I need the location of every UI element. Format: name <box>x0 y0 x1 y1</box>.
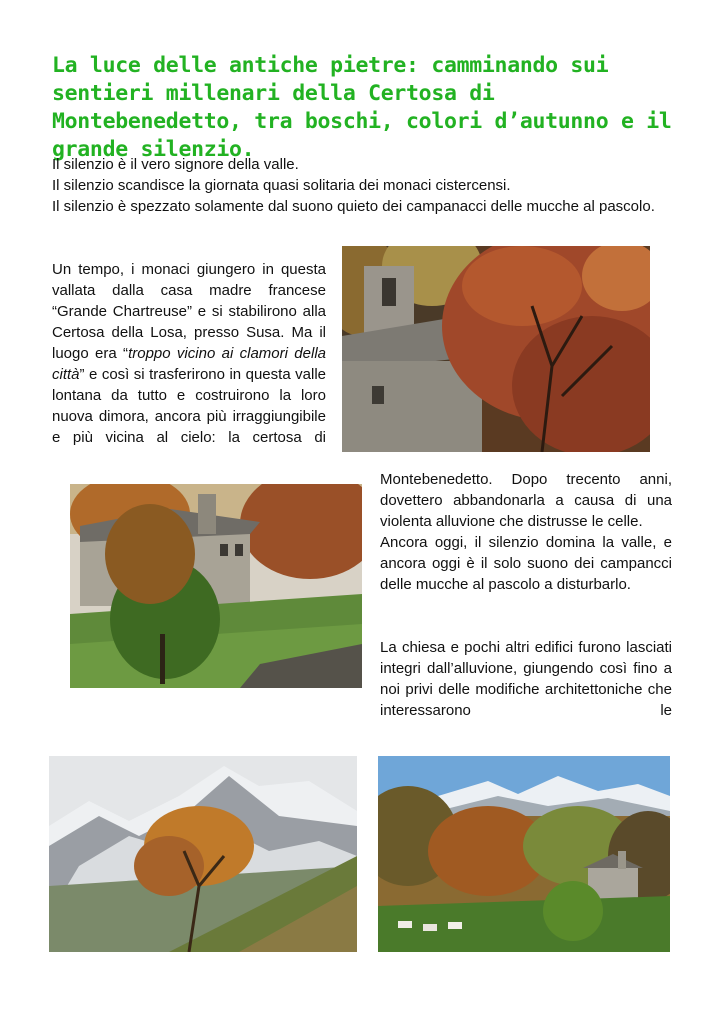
photo-chapel-autumn <box>342 246 650 452</box>
photo-monastery-meadow <box>70 484 362 688</box>
church-paragraph: La chiesa e pochi altri edifici furono lasciati integri dall’alluvione, giungendo così fino a noi privi delle modifiche architettoniche che interessarono le <box>380 639 672 719</box>
intro-line: Il silenzio è il vero signore della valle. <box>52 156 299 173</box>
silence-paragraph: Ancora oggi, il silenzio domina la valle, e ancora oggi è il solo suono dei campancci delle mucche al pascolo a disturbarlo. <box>380 534 672 593</box>
article-title: La luce delle antiche pietre: camminando sui sentieri millenari della Certosa di Montebenedetto, tra boschi, colori d’autunno e il grande silenzio. <box>52 53 672 162</box>
intro-line: Il silenzio scandisce la giornata quasi solitaria dei monaci cistercensi. <box>52 177 511 194</box>
photo-snowy-mountains <box>49 756 357 952</box>
intro-paragraph <box>52 154 672 217</box>
history-paragraph <box>52 259 326 448</box>
continuation-paragraph: Montebenedetto. Dopo trecento anni, dovettero abbandonarla a causa di una violenta alluvione che distrusse le celle. <box>380 471 672 530</box>
history-quote: troppo vicino ai clamori della città <box>52 345 326 383</box>
history-text-continued: ” e così si trasferirono in questa valle lontana da tutto e costruirono la loro nuova dimora, ancora più irraggiungibile e più vicina al cielo: la certosa di <box>52 366 326 446</box>
intro-line: Il silenzio è spezzato solamente dal suono quieto dei campanacci delle mucche al pascolo. <box>52 198 655 215</box>
history-text: Un tempo, i monaci giungero in questa vallata dalla casa madre francese “Grande Chartreuse” e si stabilirono alla Certosa della Losa, presso Susa. Ma il luogo era “ <box>52 261 326 362</box>
photo-valley-cows <box>378 756 670 952</box>
